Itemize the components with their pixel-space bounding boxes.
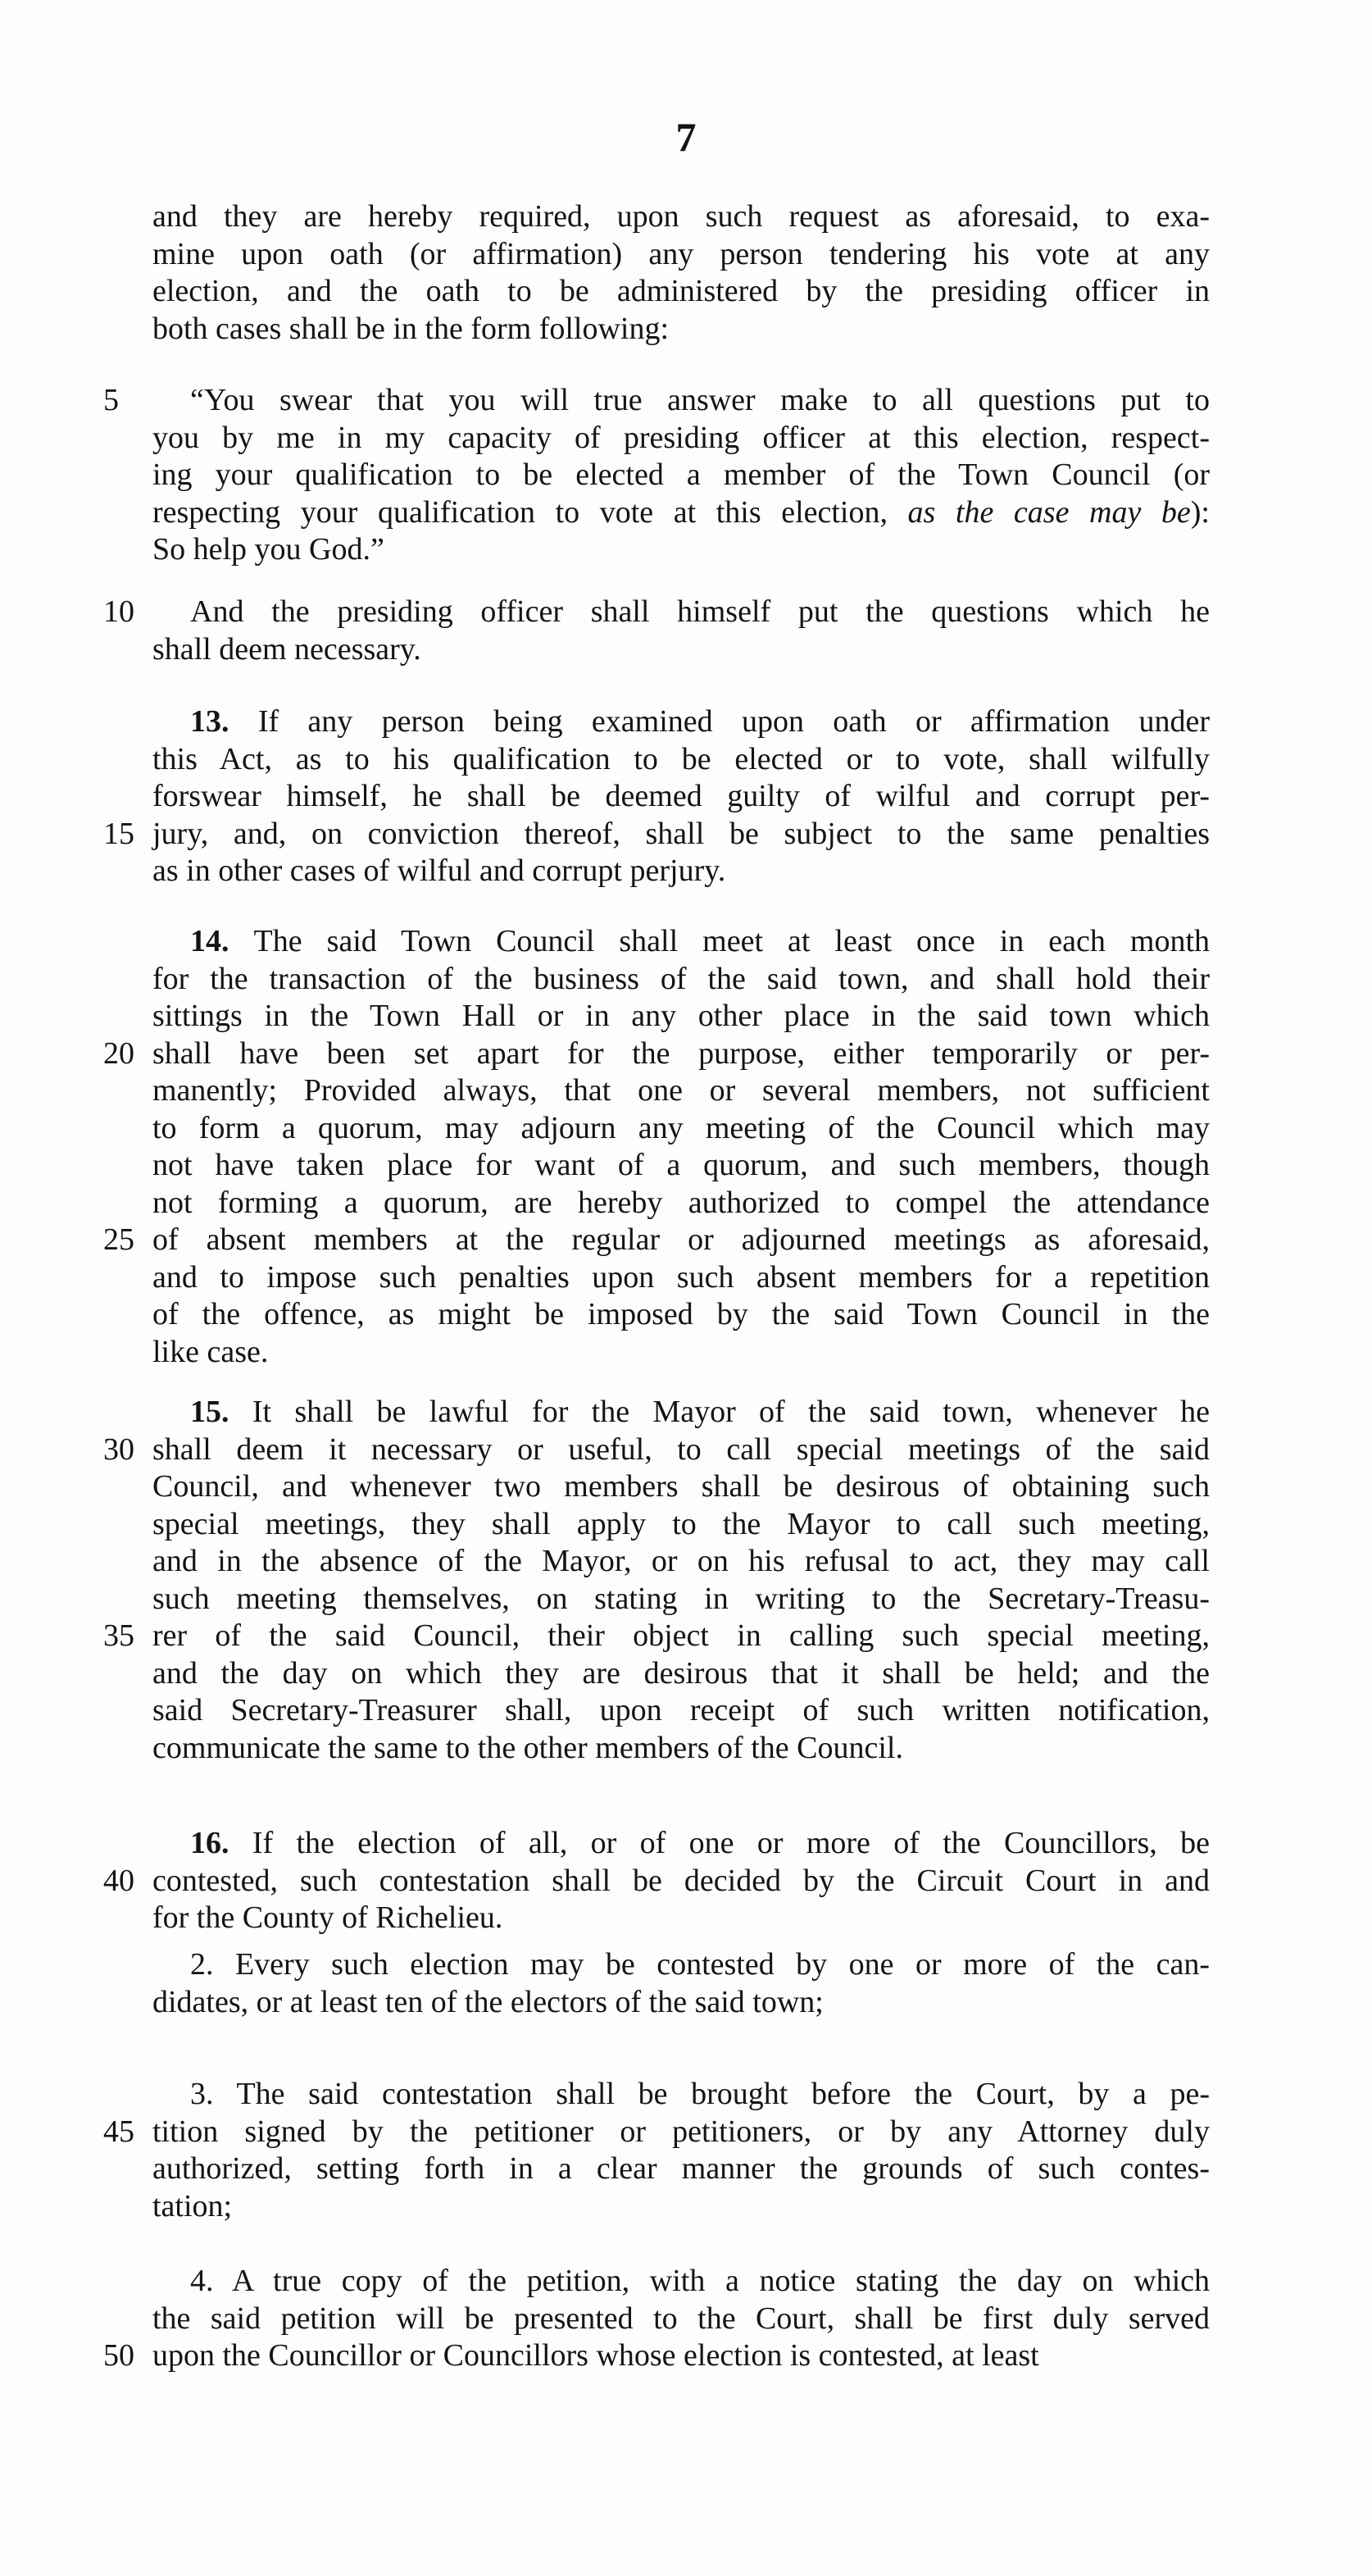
line-text: manently; Provided always, that one or several members, not sufficient (152, 1073, 1210, 1108)
line-text: “You swear that you will true answer make to all questions put to (190, 383, 1210, 417)
line-text: And the presiding officer shall himself put the questions which he (190, 594, 1210, 629)
paragraph (103, 1825, 1211, 1937)
section-number: 15. (190, 1395, 252, 1429)
text-line (152, 1581, 1210, 1618)
paragraph (103, 1394, 1210, 1767)
text-line (152, 923, 1210, 961)
line-number: 35 (103, 1618, 134, 1653)
text-line (152, 1730, 1210, 1768)
line-text: tition signed by the petitioner or petitioners, or by any Attorney duly (152, 2114, 1210, 2149)
text-line (152, 1900, 1210, 1937)
text-line (152, 1147, 1210, 1185)
subsection-number: 3. (190, 2077, 237, 2111)
line-text: communicate the same to the other members of the Council. (152, 1730, 903, 1765)
line-text: as in other cases of wilful and corrupt perjury. (152, 853, 726, 888)
text-line (152, 1185, 1210, 1222)
text-line (152, 1984, 1210, 2022)
text-line (152, 1655, 1210, 1693)
line-text: election, and the oath to be administered by the presiding officer in (152, 274, 1210, 308)
text-line (152, 703, 1210, 741)
line-text: and they are hereby required, upon such request as aforesaid, to exa- (152, 199, 1210, 234)
text-line (152, 236, 1210, 274)
line-text: both cases shall be in the form following: (152, 311, 670, 346)
text-line (152, 1259, 1210, 1297)
text-line (103, 594, 1210, 631)
line-text: didates, or at least ten of the electors of the said town; (152, 1984, 824, 2019)
line-text: forswear himself, he shall be deemed guilty of wilful and corrupt per- (152, 779, 1210, 813)
text-line (152, 998, 1210, 1035)
line-text: for the County of Richelieu. (152, 1900, 503, 1935)
line-number: 40 (103, 1863, 134, 1898)
page-number: 7 (675, 114, 697, 160)
text-line (152, 1692, 1210, 1730)
paragraph (103, 382, 1210, 569)
line-text: tation; (152, 2188, 233, 2223)
text-line (152, 1543, 1210, 1581)
paragraph (103, 923, 1210, 1371)
text-line (152, 741, 1210, 779)
text-line (152, 778, 1210, 816)
text-line (152, 1110, 1210, 1148)
line-text: So help you God.” (152, 532, 384, 567)
line-text: jury, and, on conviction thereof, shall be subject to the same penalties (152, 816, 1210, 851)
line-text: rer of the said Council, their object in calling such special meeting, (152, 1618, 1210, 1653)
text-line (152, 311, 1210, 348)
text-line (152, 1468, 1210, 1506)
line-text: to form a quorum, may adjourn any meeting of the Council which may (152, 1110, 1210, 1145)
line-text: this Act, as to his qualification to be elected or to vote, shall wilfully (152, 741, 1210, 776)
text-line (152, 961, 1210, 999)
line-text: and to impose such penalties upon such absent members for a repetition (152, 1259, 1210, 1295)
line-number: 30 (103, 1431, 134, 1467)
paragraph (152, 1946, 1210, 2021)
subsection-number: 2. (190, 1947, 235, 1982)
line-text: not have taken place for want of a quorum, and such members, though (152, 1148, 1210, 1182)
line-text: respecting your qualification to vote at this election, as the case may be): (152, 494, 1210, 530)
section-number: 13. (190, 704, 258, 739)
text-line (152, 2188, 1210, 2226)
line-text: upon the Councillor or Councillors whose election is contested, at least (152, 2338, 1039, 2373)
section-number: 14. (190, 924, 254, 958)
text-line (103, 2337, 1210, 2375)
text-line (152, 1072, 1210, 1110)
line-number: 15 (103, 816, 134, 851)
text-line (152, 2301, 1210, 2338)
line-text: of the offence, as might be imposed by the said Town Council in the (152, 1297, 1210, 1331)
line-text: shall deem it necessary or useful, to call special meetings of the said (152, 1431, 1210, 1467)
text-line (103, 1863, 1210, 1900)
line-text: Council, and whenever two members shall be desirous of obtaining such (152, 1469, 1210, 1504)
line-number: 10 (103, 594, 134, 629)
text-line (152, 1825, 1210, 1863)
line-text: If any person being examined upon oath or affirmation under (257, 704, 1210, 739)
text-line (103, 1222, 1210, 1259)
line-text: not forming a quorum, are hereby authorized to compel the attendance (152, 1185, 1210, 1220)
text-line (152, 494, 1210, 532)
line-text: the said petition will be presented to the Court, shall be first duly served (152, 2301, 1210, 2336)
paragraph (103, 594, 1210, 668)
line-text: It shall be lawful for the Mayor of the said town, whenever he (252, 1395, 1210, 1429)
line-text: shall have been set apart for the purpose, either temporarily or per- (152, 1035, 1210, 1071)
line-text: contested, such contestation shall be decided by the Circuit Court in and (152, 1863, 1210, 1898)
text-line (152, 1296, 1210, 1334)
text-line (152, 2150, 1210, 2188)
line-text: you by me in my capacity of presiding officer at this election, respect- (152, 420, 1210, 455)
text-line (103, 816, 1210, 853)
line-text: shall deem necessary. (152, 631, 421, 667)
text-line (103, 2114, 1210, 2151)
paragraph (103, 2263, 1210, 2375)
paragraph (103, 2076, 1210, 2225)
text-line (103, 1431, 1210, 1469)
line-number: 5 (103, 383, 119, 417)
italic-phrase: as the case may be (907, 494, 1191, 530)
text-line (152, 1946, 1210, 1984)
line-text: special meetings, they shall apply to the Mayor to call such meeting, (152, 1506, 1210, 1541)
line-number: 45 (103, 2114, 134, 2149)
line-text: and the day on which they are desirous that it shall be held; and the (152, 1655, 1210, 1691)
text-line (103, 1618, 1210, 1655)
line-text: for the transaction of the business of the said town, and shall hold their (152, 961, 1210, 996)
text-line (152, 2076, 1210, 2114)
line-text: ing your qualification to be elected a member of the Town Council (or (152, 457, 1210, 492)
text-line (152, 420, 1210, 457)
paragraph (152, 198, 1210, 348)
text-line (152, 1506, 1210, 1544)
line-text: mine upon oath (or affirmation) any person tendering his vote at any (152, 236, 1210, 271)
subsection-number: 4. (190, 2264, 233, 2298)
line-text: Every such election may be contested by one or more of the can- (234, 1947, 1211, 1982)
text-line (103, 1035, 1210, 1073)
line-number: 50 (103, 2338, 134, 2373)
text-line (152, 631, 1210, 669)
line-text: such meeting themselves, on stating in writing to the Secretary-Treasu- (152, 1581, 1210, 1616)
line-text: A true copy of the petition, with a notice stating the day on which (232, 2264, 1210, 2298)
text-line (152, 198, 1210, 236)
line-text: The said contestation shall be brought before the Court, by a pe- (236, 2077, 1210, 2111)
text-line (152, 1334, 1210, 1372)
line-number: 20 (103, 1035, 134, 1071)
text-line (152, 2263, 1210, 2301)
line-text: The said Town Council shall meet at least once in each month (253, 924, 1210, 958)
line-text: of absent members at the regular or adjourned meetings as aforesaid, (152, 1222, 1210, 1257)
line-number: 25 (103, 1222, 134, 1257)
line-text: and in the absence of the Mayor, or on his refusal to act, they may call (152, 1544, 1210, 1578)
text-line (152, 853, 1210, 890)
text-line (152, 1394, 1210, 1431)
line-text: If the election of all, or of one or more of the Councillors, be (252, 1826, 1211, 1860)
line-text: like case. (152, 1334, 269, 1369)
paragraph (103, 703, 1210, 890)
text-line (152, 531, 1210, 569)
text-line (103, 382, 1210, 420)
line-text: said Secretary-Treasurer shall, upon receipt of such written notification, (152, 1693, 1210, 1727)
section-number: 16. (190, 1826, 252, 1860)
text-line (152, 457, 1210, 494)
line-text: sittings in the Town Hall or in any other place in the said town which (152, 999, 1210, 1033)
text-line (152, 273, 1210, 311)
line-text: authorized, setting forth in a clear manner the grounds of such contes- (152, 2151, 1210, 2186)
